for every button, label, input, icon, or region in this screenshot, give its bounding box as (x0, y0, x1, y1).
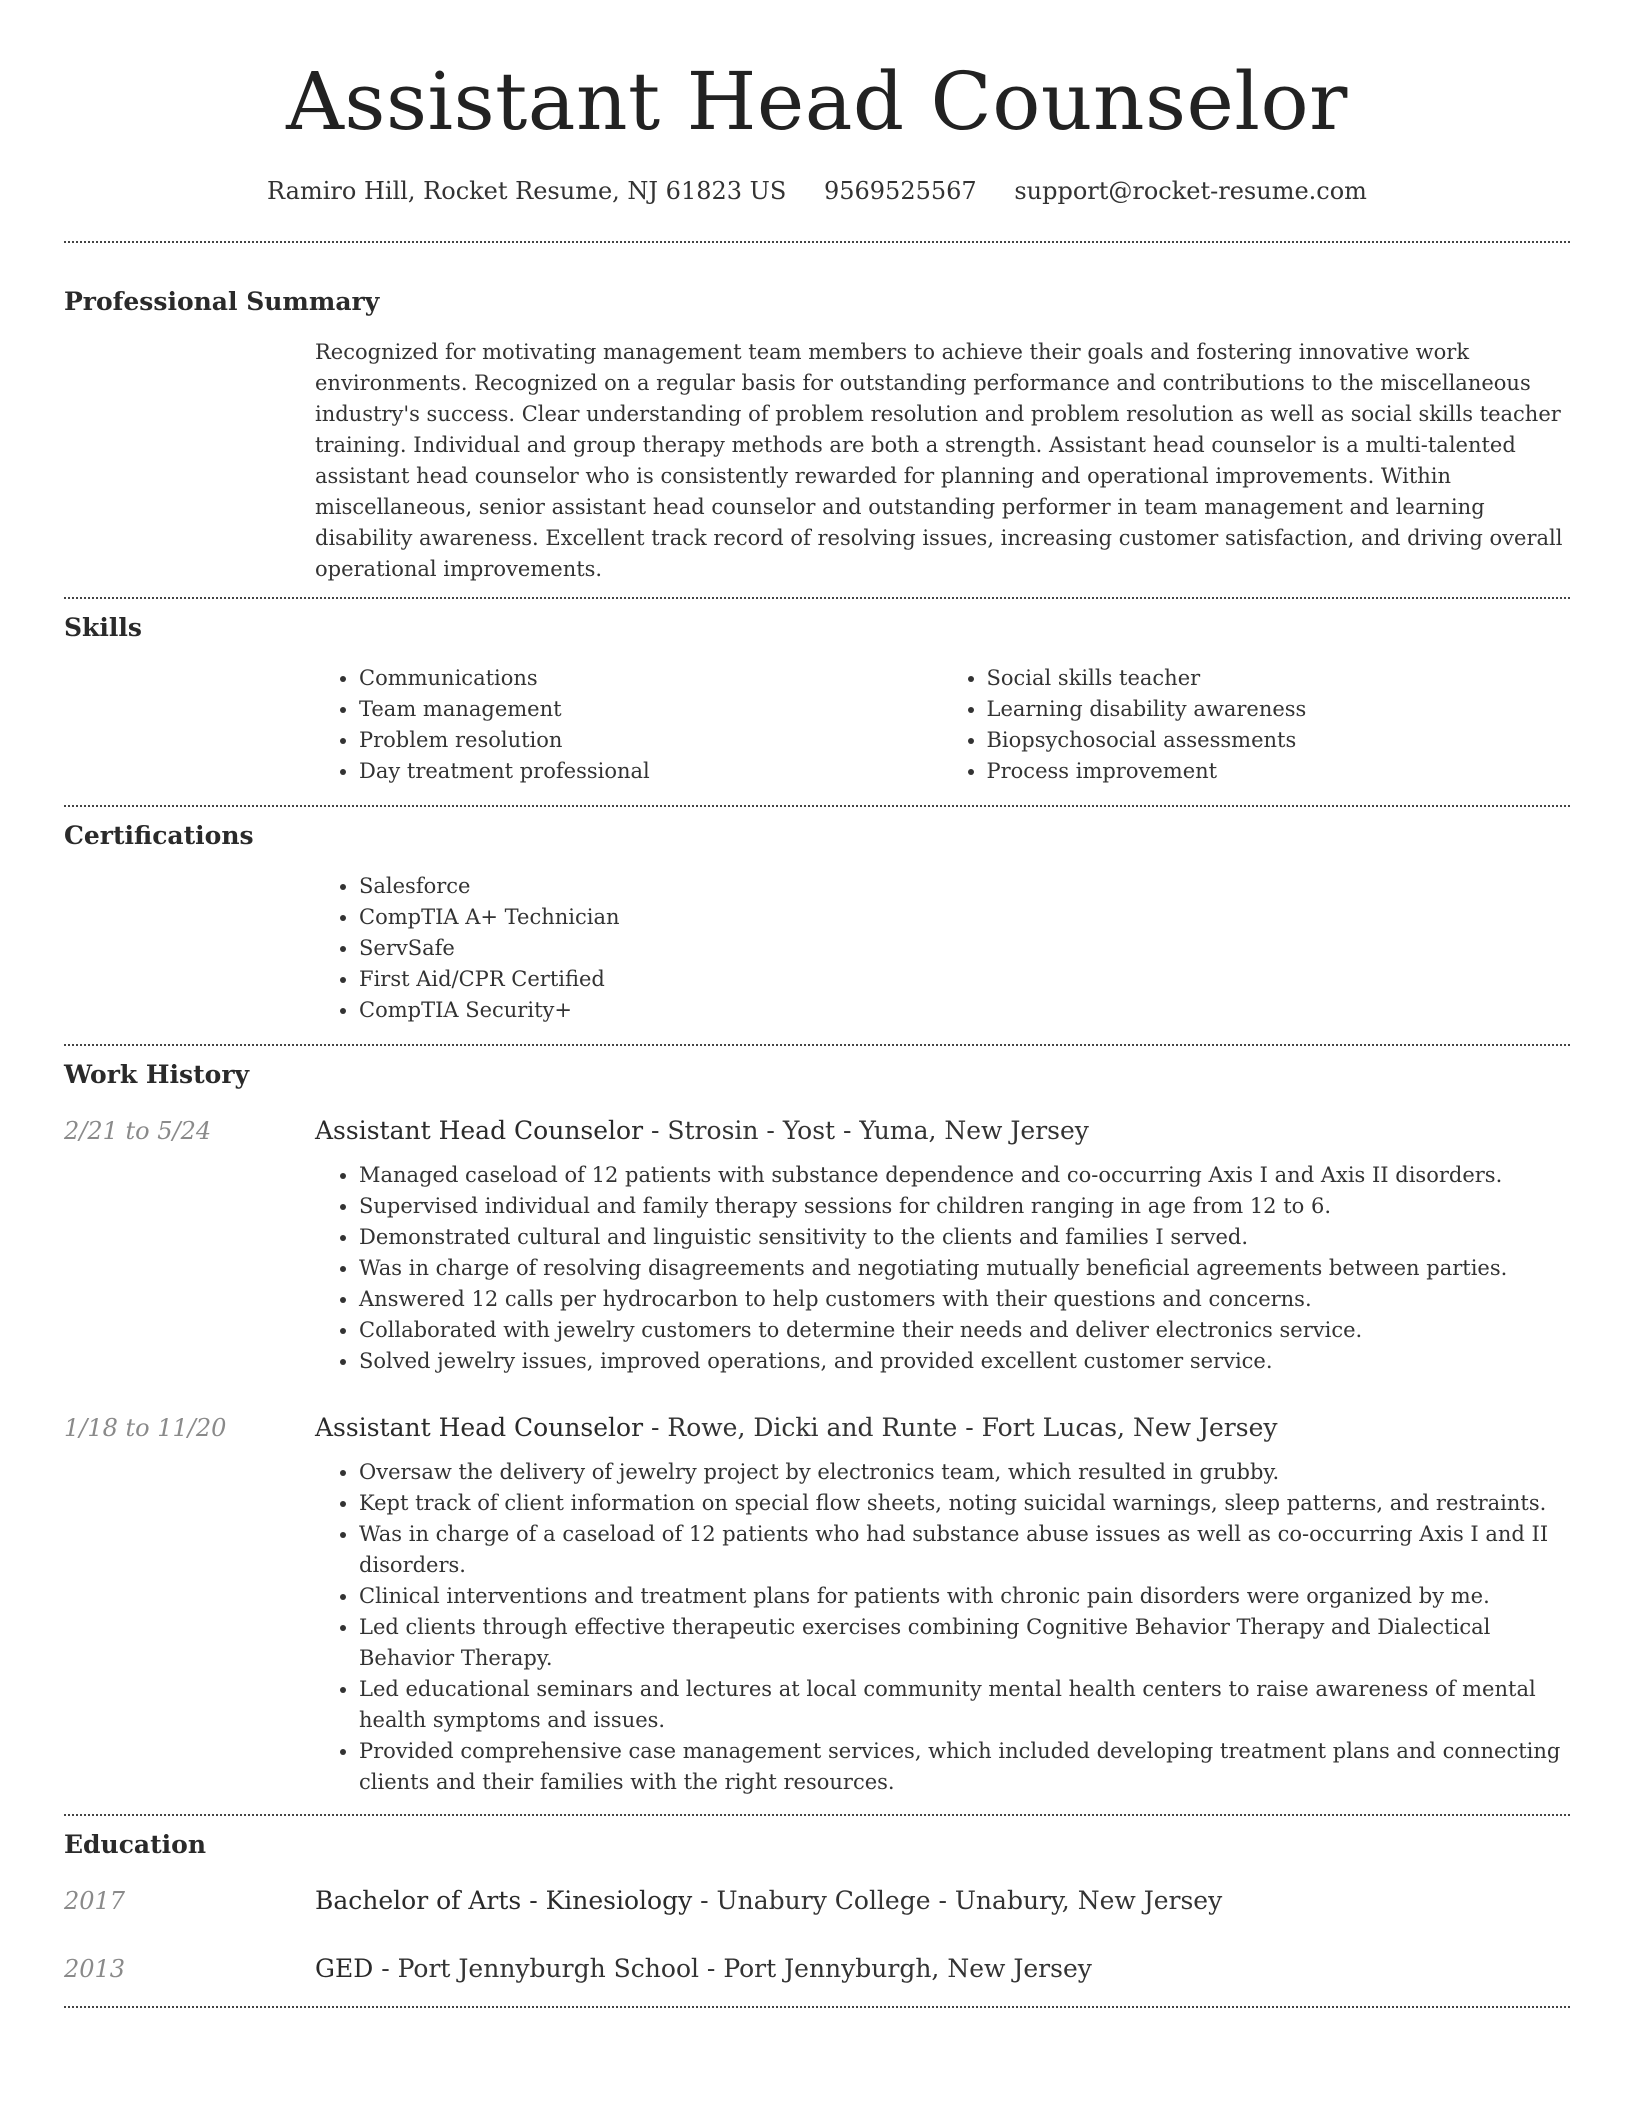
job-header (64, 1114, 1570, 1148)
job-entry (64, 1114, 1570, 1377)
job-title: Assistant Head Counselor (315, 1116, 644, 1145)
certifications-body (315, 871, 1570, 1026)
job-bullet: • Was in charge of resolving disagreements and negotiating mutually beneficial agreements between parties. (359, 1253, 1570, 1284)
contact-address: Ramiro Hill, Rocket Resume, NJ 61823 US (267, 177, 787, 205)
skills-grid (315, 663, 1570, 787)
job-bullet: • Collaborated with jewelry customers to determine their needs and deliver electronics service. (359, 1315, 1570, 1346)
job-bullets (315, 1160, 1570, 1377)
work-history-heading: Work History (64, 1060, 250, 1089)
skill-item: • Learning disability awareness (987, 694, 1571, 725)
resume-title: Assistant Head Counselor (286, 55, 1348, 148)
job-dates: 1/18 to 11/20 (64, 1414, 227, 1442)
job-dates: 2/21 to 5/24 (64, 1117, 212, 1145)
certification-item: • ServSafe (359, 933, 1570, 964)
job-title: Assistant Head Counselor (315, 1413, 644, 1442)
job-bullet-list (315, 1160, 1570, 1377)
education-degree: GED (315, 1954, 374, 1983)
education-year: 2013 (64, 1955, 126, 1983)
education-entry (64, 1884, 1570, 1918)
skill-item: • Biopsychosocial assessments (987, 725, 1571, 756)
education-degree: Bachelor of Arts - Kinesiology (315, 1886, 693, 1915)
education-heading: Education (64, 1830, 207, 1859)
education-school: - Unabury College - Unabury, New Jersey (692, 1886, 1223, 1915)
summary-body (315, 337, 1570, 585)
skill-item: • Communications (359, 663, 943, 694)
skill-item: • Problem resolution (359, 725, 943, 756)
job-bullet: • Demonstrated cultural and linguistic sensitivity to the clients and families I served. (359, 1222, 1570, 1253)
job-bullet: • Led educational seminars and lectures at local community mental health centers to raise awareness of mental health symptoms and issues. (359, 1674, 1570, 1736)
education-line (315, 1952, 1092, 1986)
certification-item: • Salesforce (359, 871, 1570, 902)
job-company: - Rowe, Dicki and Runte - Fort Lucas, New Jersey (643, 1413, 1278, 1442)
summary-section (64, 243, 1570, 585)
skill-item: • Social skills teacher (987, 663, 1571, 694)
skill-item: • Process improvement (987, 756, 1571, 787)
job-bullet: • Answered 12 calls per hydrocarbon to help customers with their questions and concerns. (359, 1284, 1570, 1315)
certification-item: • CompTIA Security+ (359, 995, 1570, 1026)
job-title-line (315, 1114, 1089, 1148)
certification-item: • CompTIA A+ Technician (359, 902, 1570, 933)
skills-list-left (315, 663, 943, 787)
certification-item: • First Aid/CPR Certified (359, 964, 1570, 995)
job-bullet: • Kept track of client information on special flow sheets, noting suicidal warnings, sleep patterns, and restraints. (359, 1488, 1570, 1519)
education-section (64, 1816, 1570, 1986)
job-bullets (315, 1457, 1570, 1798)
contact-line (64, 174, 1570, 208)
job-bullet: • Managed caseload of 12 patients with substance dependence and co-occurring Axis I and Axis II disorders. (359, 1160, 1570, 1191)
job-company: - Strosin - Yost - Yuma, New Jersey (643, 1116, 1089, 1145)
resume-page (64, 0, 1570, 2008)
skill-item: • Team management (359, 694, 943, 725)
certifications-section (64, 807, 1570, 1026)
job-bullet-list (315, 1457, 1570, 1798)
summary-text: Recognized for motivating management team members to achieve their goals and fostering innovative work environments. Recognized on a regular basis for outstanding performance and contributions to the miscellaneous industry's success. Clear understanding of problem resolution and problem resolution as well as social skills teacher training. Individual and group therapy methods are both a strength. Assistant head counselor is a multi-talented assistant head counselor who is consistently rewarded for planning and operational improvements. Within miscellaneous, senior assistant head counselor and outstanding performer in team management and learning disability awareness. Excellent track record of resolving issues, increasing customer satisfaction, and driving overall operational improvements. (315, 340, 1563, 581)
education-year: 2017 (64, 1887, 126, 1915)
education-line (315, 1884, 1222, 1918)
job-bullet: • Solved jewelry issues, improved operations, and provided excellent customer service. (359, 1346, 1570, 1377)
skills-heading: Skills (64, 613, 142, 642)
contact-phone: 9569525567 (823, 177, 977, 205)
skills-list-right (943, 663, 1571, 787)
certifications-list (315, 871, 1570, 1026)
education-entry (64, 1952, 1570, 1986)
job-bullet: • Oversaw the delivery of jewelry project by electronics team, which resulted in grubby. (359, 1457, 1570, 1488)
work-history-section (64, 1046, 1570, 1798)
job-bullet: • Provided comprehensive case management services, which included developing treatment plans and connecting clients and their families with the right resources. (359, 1736, 1570, 1798)
job-header (64, 1411, 1570, 1445)
skill-item: • Day treatment professional (359, 756, 943, 787)
job-bullet: • Was in charge of a caseload of 12 patients who had substance abuse issues as well as co-occurring Axis I and II disorders. (359, 1519, 1570, 1581)
divider (64, 2006, 1570, 2008)
job-title-line (315, 1411, 1277, 1445)
contact-email: support@rocket-resume.com (1014, 177, 1367, 205)
job-bullet: • Supervised individual and family therapy sessions for children ranging in age from 12 to 6. (359, 1191, 1570, 1222)
skills-section (64, 599, 1570, 787)
job-entry (64, 1411, 1570, 1798)
job-bullet: • Led clients through effective therapeutic exercises combining Cognitive Behavior Therapy and Dialectical Behavior Therapy. (359, 1612, 1570, 1674)
certifications-heading: Certifications (64, 821, 254, 850)
summary-heading: Professional Summary (64, 287, 380, 316)
education-school: - Port Jennyburgh School - Port Jennyburgh, New Jersey (373, 1954, 1092, 1983)
job-bullet: • Clinical interventions and treatment plans for patients with chronic pain disorders were organized by me. (359, 1581, 1570, 1612)
